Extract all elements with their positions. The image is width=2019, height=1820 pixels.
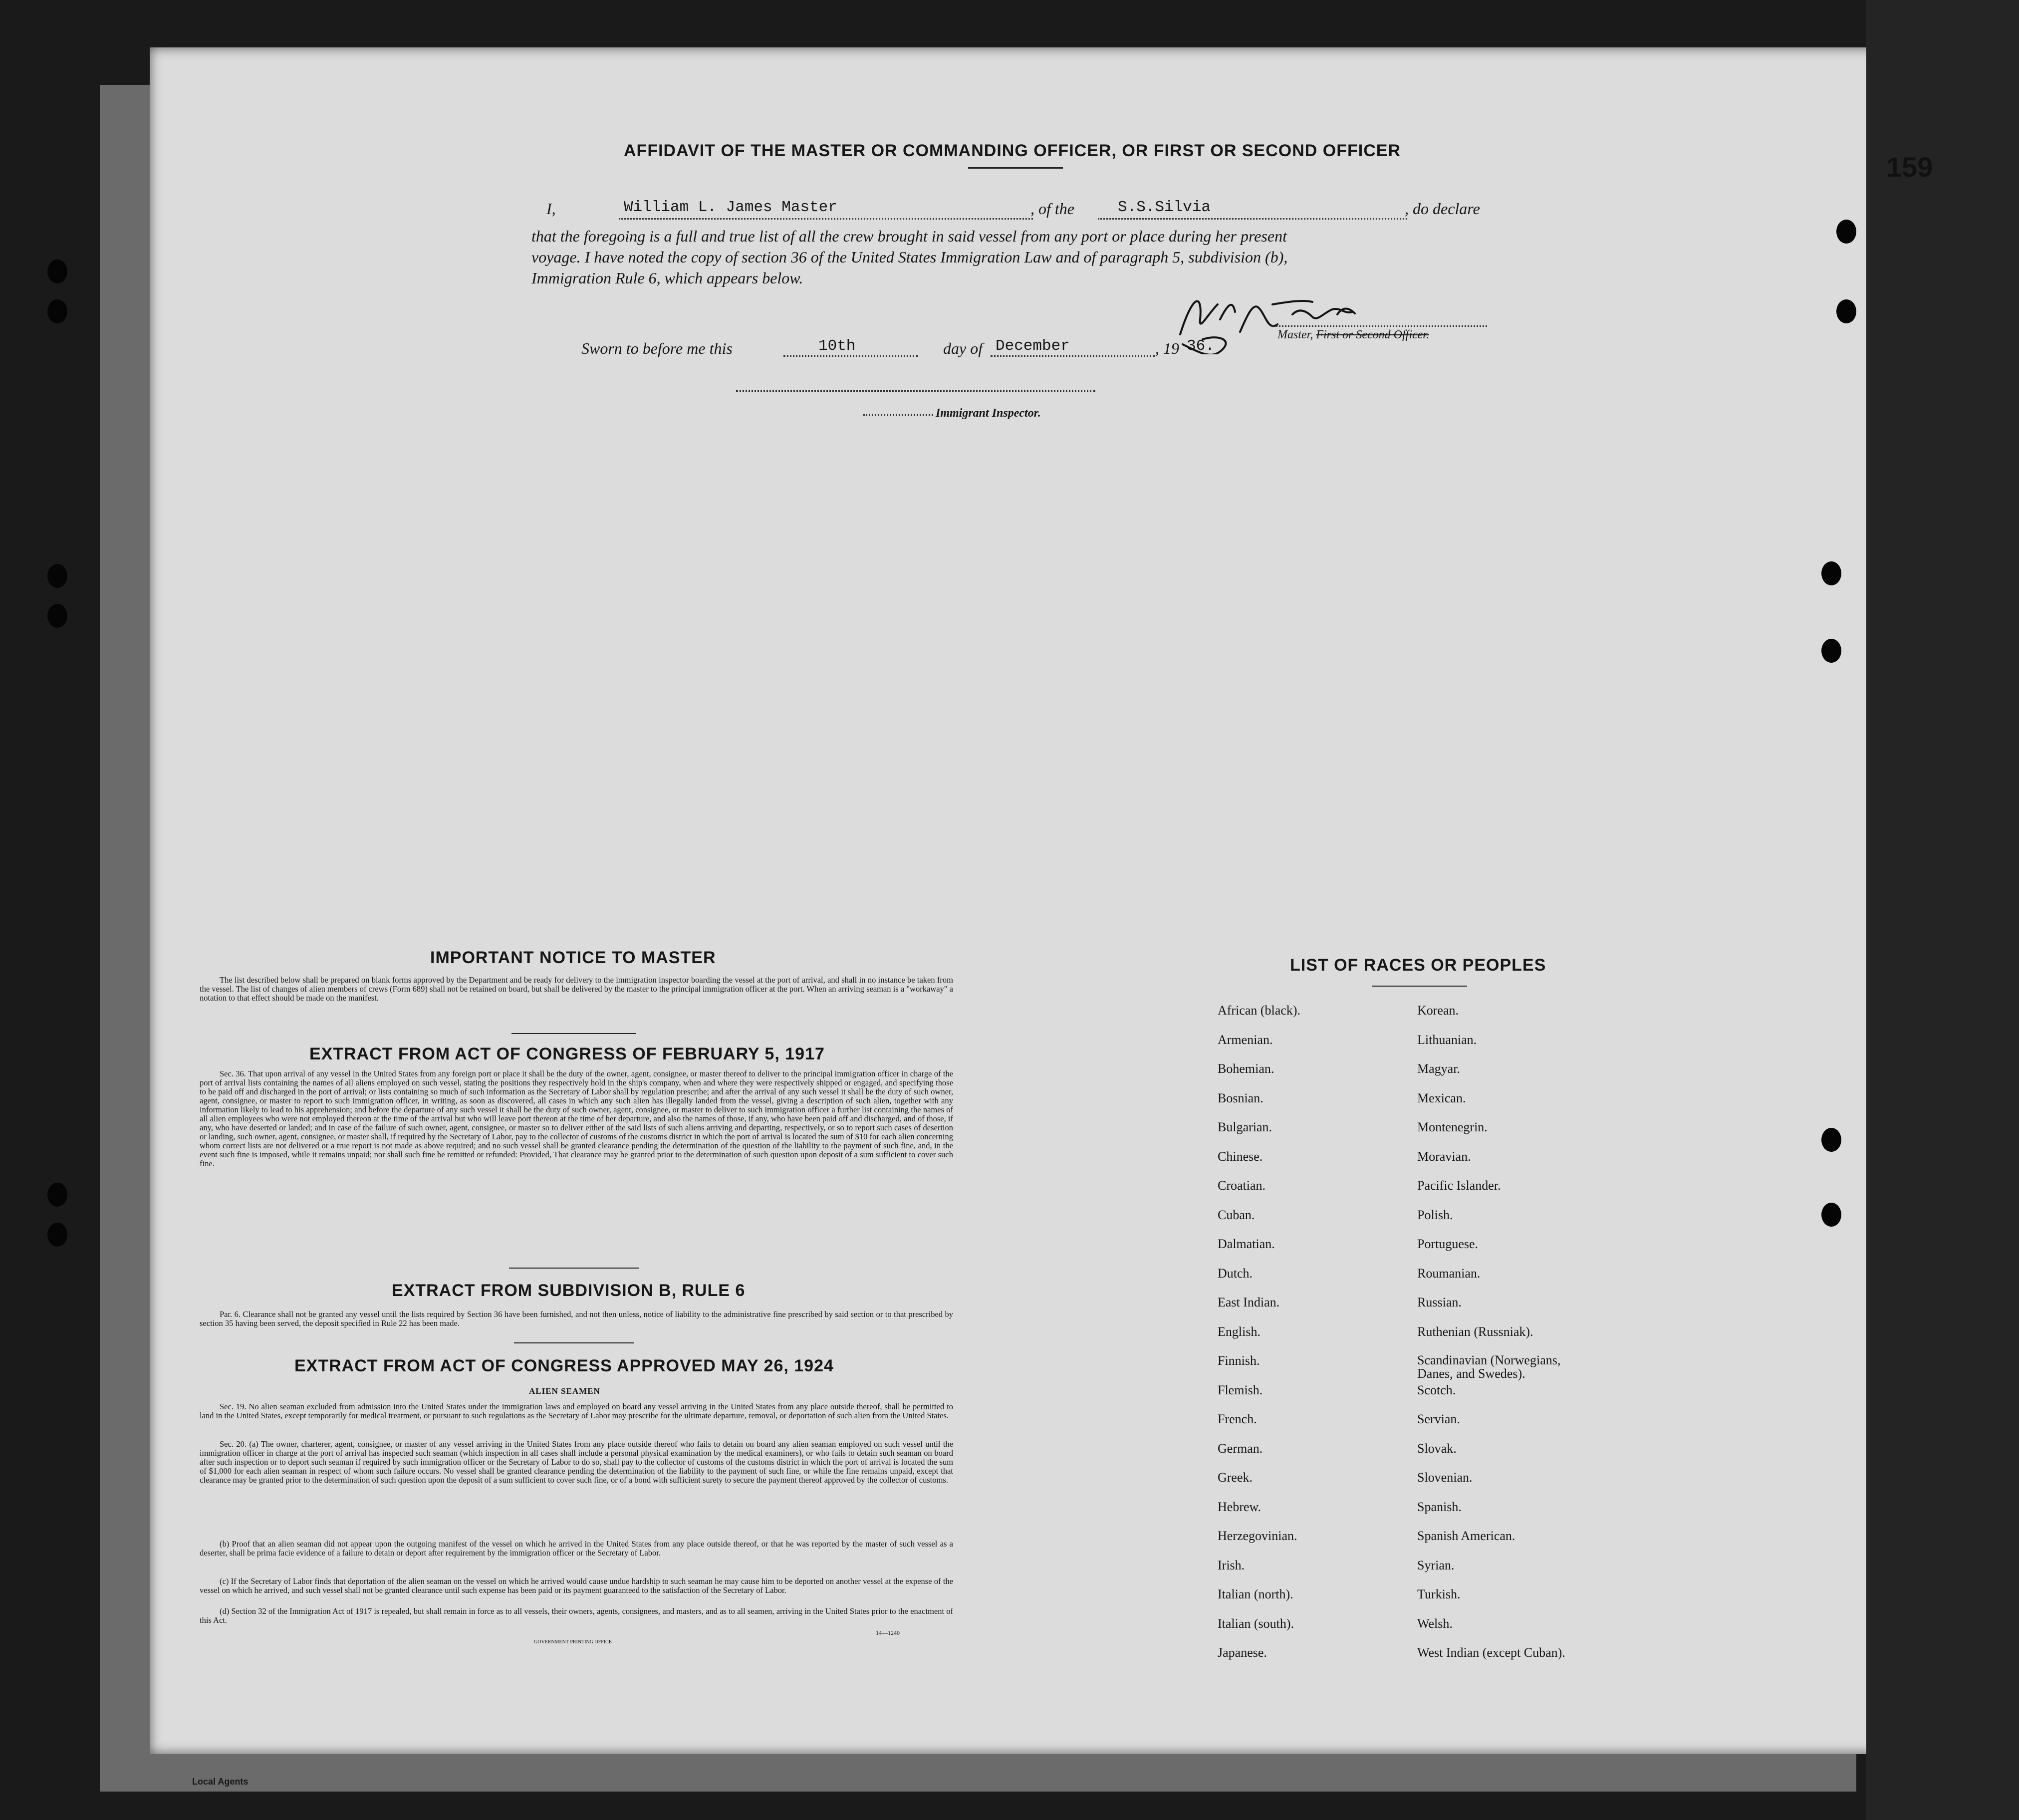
notice-title: IMPORTANT NOTICE TO MASTER <box>430 948 716 967</box>
punch-hole <box>47 1223 67 1247</box>
sworn-label: Sworn to before me this <box>581 339 733 357</box>
master-name-field: William L. James Master <box>624 199 837 216</box>
race-item: Herzegovinian. <box>1218 1529 1297 1543</box>
year-label: , 19 <box>1155 339 1179 357</box>
race-item: Slovak. <box>1417 1441 1457 1456</box>
signature-role-label: Master, First or Second Officer. <box>1277 328 1429 341</box>
punch-hole <box>47 299 67 323</box>
race-item: Moravian. <box>1417 1149 1471 1164</box>
race-item: Turkish. <box>1417 1587 1461 1601</box>
declarant-pronoun: I, <box>546 200 556 218</box>
divider <box>511 1033 636 1034</box>
race-item: Bosnian. <box>1218 1090 1263 1105</box>
race-item: Lithuanian. <box>1417 1032 1477 1047</box>
race-item: Scotch. <box>1417 1382 1456 1397</box>
race-item: Finnish. <box>1218 1353 1260 1368</box>
affidavit-line-2: that the foregoing is a full and true list of all the crew brought in said vessel from any port or place during her present <box>531 227 1287 245</box>
form-page <box>150 47 1886 1754</box>
divider <box>1372 986 1467 987</box>
local-agents-label: Local Agents <box>192 1777 249 1787</box>
punch-hole <box>47 260 67 283</box>
master-name-line <box>619 218 1033 220</box>
race-item: Bulgarian. <box>1218 1120 1272 1134</box>
year-field: 36. <box>1187 337 1215 355</box>
of-the-label: , of the <box>1030 200 1074 218</box>
race-item: Italian (north). <box>1218 1587 1293 1601</box>
do-declare-label: , do declare <box>1405 200 1480 218</box>
race-item: German. <box>1218 1441 1263 1456</box>
race-item: East Indian. <box>1218 1295 1280 1309</box>
race-item: African (black). <box>1218 1003 1301 1018</box>
punch-hole <box>1836 299 1856 323</box>
race-item: Hebrew. <box>1218 1499 1262 1514</box>
race-item: Flemish. <box>1218 1382 1263 1397</box>
race-item: Italian (south). <box>1218 1616 1294 1631</box>
punch-hole <box>1821 1203 1841 1227</box>
race-item: Japanese. <box>1218 1645 1267 1660</box>
race-item: Bohemian. <box>1218 1061 1274 1076</box>
sworn-month-line <box>991 355 1155 357</box>
punch-hole <box>1821 1128 1841 1152</box>
extract-rule6-body: Par. 6. Clearance shall not be granted any vessel until the lists required by Section 36 have been furnished, and not then unless, notice of liability to the administrative fine prescribed by said section or to that prescribed by section 35 having been served, the deposit specified in Rule 22 has been made. <box>200 1309 953 1328</box>
race-item: Croatian. <box>1218 1178 1266 1193</box>
race-item: Cuban. <box>1218 1207 1255 1222</box>
race-item: Polish. <box>1417 1207 1453 1222</box>
affidavit-line-3: voyage. I have noted the copy of section 36 of the United States Immigration Law and of paragraph 5, subdivision (b), <box>531 248 1288 266</box>
punch-hole <box>47 1183 67 1207</box>
sec-20b-text: (b) Proof that an alien seaman did not appear upon the outgoing manifest of the vessel on which he arrived in the United States from any place outside thereof, or that he was reported by the master of such vessel as a deserter, shall be prima facie evidence of a failure to detain or deport after requirement by the immigration officer or the Secretary of Labor. <box>200 1539 953 1558</box>
races-right-column <box>1417 1003 1597 1675</box>
extract-rule6-title: EXTRACT FROM SUBDIVISION B, RULE 6 <box>392 1281 746 1300</box>
race-item: Chinese. <box>1218 1149 1263 1164</box>
race-item: Scandinavian (Norwegians, Danes, and Swedes). <box>1417 1353 1561 1381</box>
extract-1924-title: EXTRACT FROM ACT OF CONGRESS APPROVED MAY 26, 1924 <box>294 1356 834 1375</box>
race-item: Dutch. <box>1218 1266 1253 1281</box>
race-item: Mexican. <box>1417 1090 1466 1105</box>
race-item: Dalmatian. <box>1218 1237 1275 1251</box>
page-number: 159 <box>1886 151 1933 183</box>
punch-hole <box>47 564 67 588</box>
race-item: French. <box>1218 1412 1257 1426</box>
inspector-label: Immigrant Inspector. <box>936 407 1041 420</box>
title-rule <box>968 167 1063 169</box>
race-item: Armenian. <box>1218 1032 1273 1047</box>
race-item: Russian. <box>1417 1295 1462 1309</box>
printer-imprint: GOVERNMENT PRINTING OFFICE <box>534 1639 612 1645</box>
affidavit-line-4: Immigration Rule 6, which appears below. <box>531 269 803 287</box>
race-item: West Indian (except Cuban). <box>1417 1645 1565 1660</box>
vessel-name-field: S.S.Silvia <box>1118 199 1211 216</box>
race-item: Korean. <box>1417 1003 1459 1018</box>
races-title: LIST OF RACES OR PEOPLES <box>1290 956 1546 975</box>
divider <box>514 1342 634 1343</box>
vessel-name-line <box>1098 218 1407 220</box>
signature-line <box>1272 325 1487 327</box>
affidavit-title: AFFIDAVIT OF THE MASTER OR COMMANDING OFFICER, OR FIRST OR SECOND OFFICER <box>624 141 1401 160</box>
binding-edge <box>1866 0 2019 1820</box>
extract-1924-subtitle: ALIEN SEAMEN <box>529 1386 600 1396</box>
races-left-column <box>1218 1003 1300 1675</box>
race-item: Syrian. <box>1417 1558 1455 1572</box>
punch-hole <box>1821 561 1841 585</box>
race-item: Spanish American. <box>1417 1529 1515 1543</box>
race-item: Servian. <box>1417 1412 1460 1426</box>
race-item: Pacific Islander. <box>1417 1178 1501 1193</box>
notice-body: The list described below shall be prepared on blank forms approved by the Department and be ready for delivery to the immigration inspector boarding the vessel at the port of arrival, and shall in no instance be taken from the vessel. The list of changes of alien members of crews (Form 689) shall not be retained on board, but shall be delivered by the master to the principal immigration officer at the port. When an arriving seaman is a "workaway" a notation to that effect should be made on the manifest. <box>200 975 953 1003</box>
race-item: Irish. <box>1218 1558 1245 1572</box>
sworn-day-field: 10th <box>818 337 856 355</box>
sworn-day-line <box>783 355 918 357</box>
divider <box>509 1268 639 1269</box>
race-item: Montenegrin. <box>1417 1120 1488 1134</box>
race-item: English. <box>1218 1324 1261 1339</box>
sec-19-text: Sec. 19. No alien seaman excluded from admission into the United States under the immigration laws and employed on board any vessel arriving in the United States from any place outside thereof, shall be permitted to land in the United States, except temporarily for medical treatment, or pursuant to such regulations as the Secretary of Labor may prescribe for the ultimate departure, removal, or deportation of such alien from the United States. <box>200 1402 953 1420</box>
race-item: Greek. <box>1218 1470 1253 1485</box>
race-item: Welsh. <box>1417 1616 1453 1631</box>
sec-20d-text: (d) Section 32 of the Immigration Act of 1917 is repealed, but shall remain in force as to all vessels, their owners, agents, consignees, and masters, and as to all seamen, arriving in the United States prior to the enactment of this Act. <box>200 1606 953 1625</box>
punch-hole <box>1836 220 1856 244</box>
punch-hole <box>1821 639 1841 663</box>
punch-hole <box>47 604 67 628</box>
extract-1917-title: EXTRACT FROM ACT OF CONGRESS OF FEBRUARY 5, 1917 <box>309 1044 825 1063</box>
race-item: Magyar. <box>1417 1061 1460 1076</box>
form-code: 14—1240 <box>876 1629 900 1636</box>
extract-1917-body: Sec. 36. That upon arrival of any vessel in the United States from any foreign port or place it shall be the duty of the owner, agent, consignee, or master thereof to deliver to the principal immigration officer in charge of the port of arrival lists containing the names of all aliens employed on such vessel, stating the positions they respectively hold in the ship's company, when and where they were respectively shipped or engaged, and specifying those to be paid off and discharged in the port of arrival; or lists containing so much of such information as the Secretary of Labor shall by regulation prescribe; and after the arrival of any such vessel it shall be the duty of such owner, agent, consignee, or master to report to such immigration officer, in writing, as soon as discovered, all cases in which any such alien has illegally landed from the vessel, giving a description of such alien, together with any information likely to lead to his apprehension; and before the departure of any such vessel it shall be the duty of such owner, agent, consignee, or master to deliver to such immigration officer a further list containing the names of all alien employees who were not employed thereon at the time of the arrival but who will leave port thereon at the time of her departure, and also the names of those, if any, who have been paid off and discharged, and of those, if any, who have deserted or landed; and in case of the failure of such owner, agent, consignee, or master so to deliver either of the said lists of such aliens arriving and departing, respectively, or so to report such cases of desertion or landing, such owner, agent, consignee, or master shall, if required by the Secretary of Labor, pay to the collector of customs of the customs district in which the port of arrival is located the sum of $10 for each alien concerning whom correct lists are not delivered or a true report is not made as above required; and no such vessel shall be granted clearance pending the determination of the question of the liability to the payment of such fine, and, in the event such fine is imposed, while it remains unpaid; nor shall such fine be remitted or refunded: Provided, That clearance may be granted prior to the determination of such question upon deposit of a sum sufficient to cover such fine. <box>200 1069 953 1168</box>
sec-20c-text: (c) If the Secretary of Labor finds that deportation of the alien seaman on the vessel on which he arrived would cause undue hardship to such seaman he may cause him to be deported on another vessel at the expense of the vessel on which he arrived, and such vessel shall not be granted clearance until such expense has been paid or its payment guaranteed to the satisfaction of the Secretary of Labor. <box>200 1576 953 1595</box>
race-item: Roumanian. <box>1417 1266 1481 1281</box>
inspector-signature-line <box>736 390 1095 392</box>
day-of-label: day of <box>943 339 983 357</box>
sec-20a-text: Sec. 20. (a) The owner, charterer, agent, consignee, or master of any vessel arriving in the United States from any place outside thereof who fails to detain on board any alien seaman employed on such vessel until the immigration officer in charge at the port of arrival has inspected such seaman (which inspection in all cases shall include a personal physical examination by the medical examiners), or who fails to detain such seaman on board after such inspection or to deport such seaman if required by such immigration officer or the Secretary of Labor to do so, shall pay to the collector of customs of the customs district in which the port of arrival is located the sum of $1,000 for each alien seaman in respect of whom such failure occurs. No vessel shall be granted clearance pending the determination of the liability to the payment of such fine, or while the fine remains unpaid, except that clearance may be granted prior to the determination of such question upon the deposit of a sum sufficient to cover such fine, or of a bond with sufficient surety to secure the payment thereof approved by the collector of customs. <box>200 1439 953 1485</box>
race-item: Portuguese. <box>1417 1237 1479 1251</box>
sworn-month-field: December <box>996 337 1070 355</box>
race-item: Ruthenian (Russniak). <box>1417 1324 1533 1339</box>
race-item: Spanish. <box>1417 1499 1462 1514</box>
inspector-leader <box>863 414 933 416</box>
race-item: Slovenian. <box>1417 1470 1473 1485</box>
